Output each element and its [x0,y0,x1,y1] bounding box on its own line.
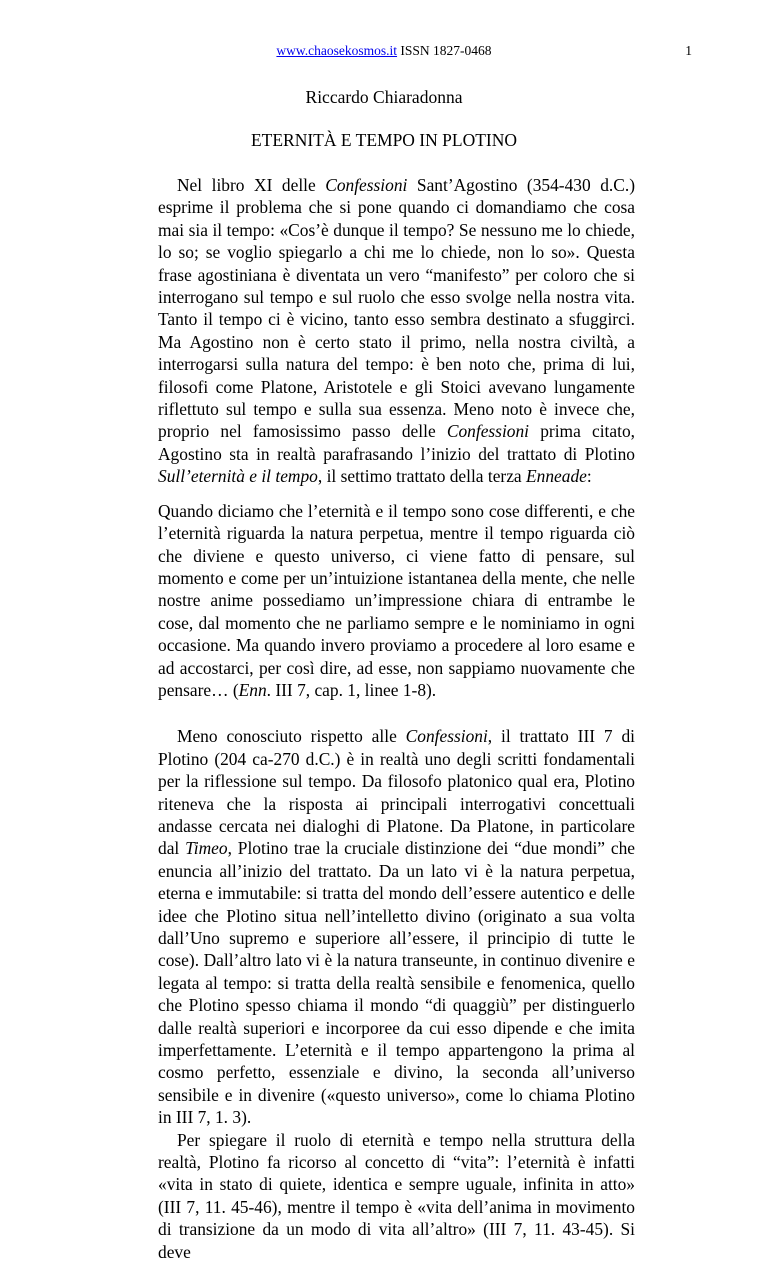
paragraph-3 [158,1129,635,1263]
text-run: . III 7, cap. 1, linee 1-8). [266,679,437,700]
paragraph-1 [158,174,635,488]
page-header [0,41,768,61]
text-run: , Plotino trae la cruciale distinzione dei “due mondi” che enuncia all’inizio del trattato. Da un lato vi è la natura perpetua, eterna e immutabile: si tratta del mondo dell’essere autentico e delle idee che Plotino situa nell’intelletto divino (originato a sua volta dall’Uno supremo e superiore all’essere, il principio di tutte le cose). Dall’altro lato vi è la natura transeunte, in continuo divenire e legata al tempo: si tratta della realtà sensibile e fenomenica, quello che Plotino spesso chiama il mondo “di quaggiù” per distinguerlo dalle realtà superiori e incorporee da cui esso dipende e che imita imperfettamente. L’eternità e il tempo appartengono la prima al cosmo perfetto, essenziale e divino, la seconda all’universo sensibile e in divenire («questo universo», come lo chiama Plotino in III 7, 1. 3). [158,838,635,1128]
text-run: prima citato, Agostino sta in realtà parafrasando l’inizio del trattato di Plotino [158,421,635,464]
header-line [0,41,768,61]
italic-title: Enneade [526,466,587,487]
article-title: ETERNITÀ E TEMPO IN PLOTINO [250,130,518,150]
italic-title: Enn [238,679,267,700]
italic-title: Confessioni [446,421,530,442]
article-body [158,174,635,1263]
italic-title: Sull’eternità e il tempo [158,466,318,487]
paragraph-2 [158,725,635,1128]
page-number: 1 [685,43,692,58]
text-run: Sant’Agostino (354-430 d.C.) esprime il problema che si pone quando ci domandiamo che cosa mai sia il tempo: «Cos’è dunque il tempo? Se nessuno me lo chiede, lo so; se voglio spiegarlo a chi me lo chiede, non lo so». Questa frase agostiniana è diventata un vero “manifesto” per coloro che si interrogano sul tempo e sul ruolo che esso svolge nella nostra vita. Tanto il tempo ci è vicino, tanto esso sembra destinato a sfuggirci. Ma Agostino non è certo stato il primo, nella nostra civiltà, a interrogarsi sulla natura del tempo: è ben noto che, prima di lui, filosofi come Platone, Aristotele e gli Stoici avevano lungamente riflettuto sul tempo e sulla sua essenza. Meno noto è invece che, proprio nel famosissimo passo delle [158,175,635,442]
italic-title: Confessioni [325,175,408,195]
text-run: , il settimo trattato della terza [317,466,527,487]
text-run: : [586,466,592,487]
text-run: Per spiegare il ruolo di eternità e tempo nella struttura della realtà, Plotino fa ricorso al concetto di “vita”: l’eternità è infatti «vita in stato di quiete, identica e sempre uguale, infinita in atto» (III 7, 11. 45-46), mentre il tempo è «vita dell’anima in movimento di transizione da un modo di vita all’altro» (III 7, 11. 43-45). Si deve [158,1129,635,1262]
block-quote [158,500,635,702]
author-name: Riccardo Chiaradonna [305,87,463,107]
website-link[interactable]: www.chaosekosmos.it [276,43,398,58]
text-run: Meno conosciuto rispetto alle [177,726,406,747]
text-run: Nel libro XI delle [177,175,326,195]
italic-title: Timeo [185,838,228,859]
italic-title: Confessioni [405,726,488,747]
text-run: , il trattato III 7 di Plotino (204 ca-270 d.C.) è in realtà uno degli scritti fondamentali per la riflessione sul tempo. Da filosofo platonico qual era, Plotino riteneva che la risposta ai principali interrogativi concettuali andasse cercata nei dialoghi di Platone. Da Platone, in particolare dal [158,726,635,859]
text-run: Quando diciamo che l’eternità e il tempo sono cose differenti, e che l’eternità riguarda la natura perpetua, mentre il tempo riguarda ciò che diviene e questo universo, ci viene fatto di pensare, sul momento e come per un’intuizione istantanea della mente, che nelle nostre anime possediamo un’impressione chiara di entrambe le cose, dal momento che ne parliamo sempre e le nominiamo in ogni occasione. Ma quando invero proviamo a procedere al loro esame e ad accostarci, per così dire, ad esse, non sappiamo nuovamente che pensare… ( [158,500,635,700]
issn-text: ISSN 1827-0468 [397,43,492,58]
